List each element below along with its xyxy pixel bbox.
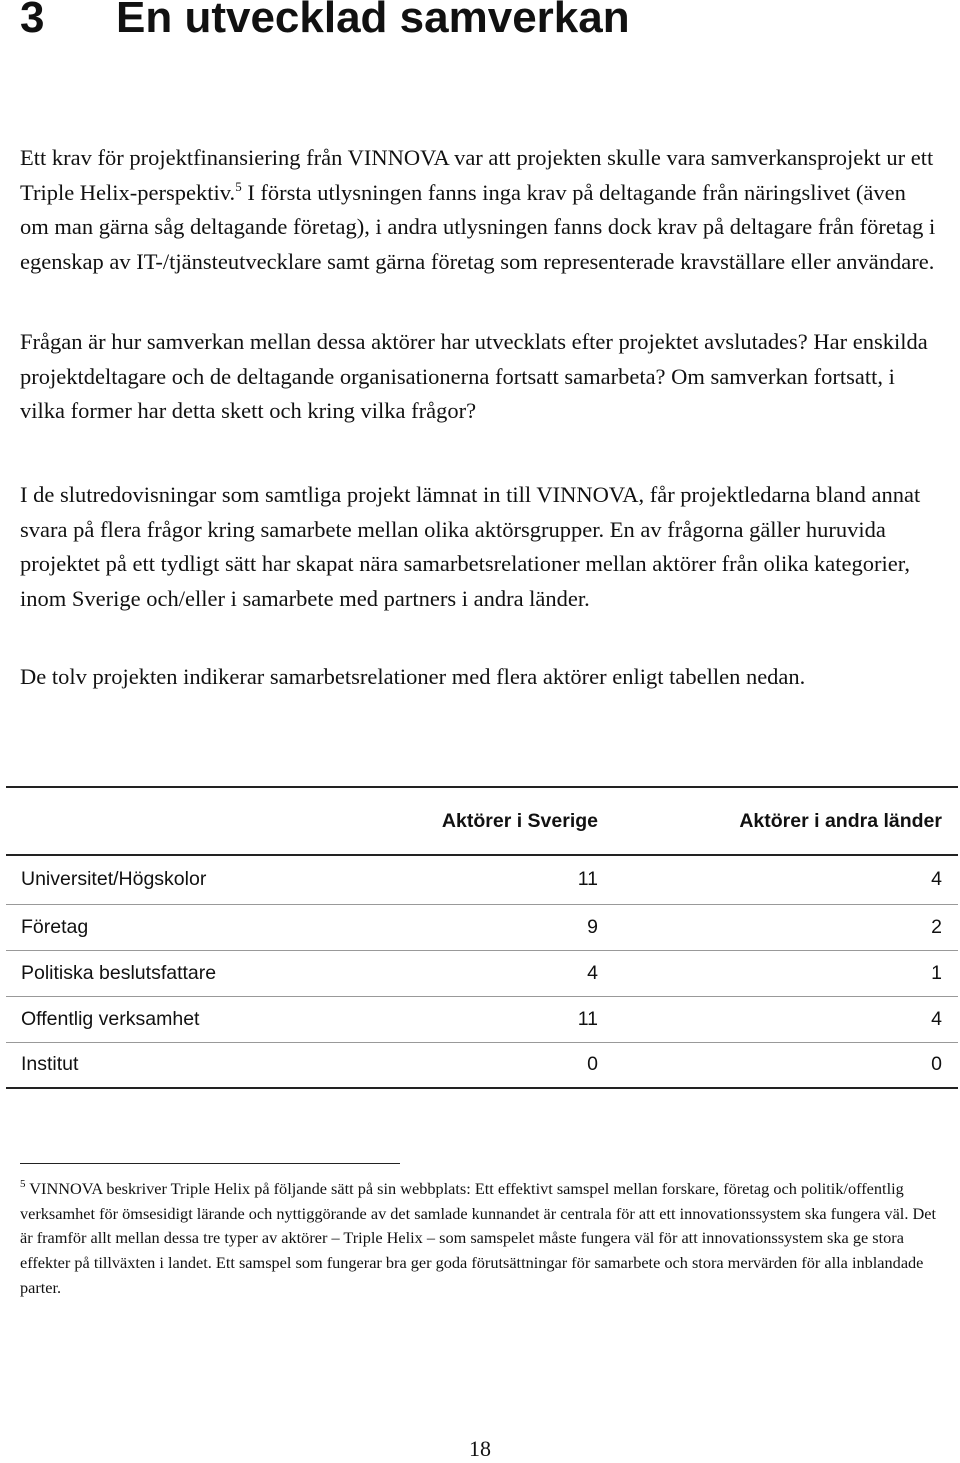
- section-number: 3: [20, 0, 45, 42]
- header-abroad: Aktörer i andra länder: [739, 809, 942, 832]
- table-header-row: [6, 787, 958, 855]
- row-label: Offentlig verksamhet: [21, 1007, 200, 1030]
- row-abroad-value: 4: [931, 1007, 942, 1030]
- row-sweden-value: 4: [587, 961, 598, 984]
- row-sweden-value: 9: [587, 915, 598, 938]
- row-sweden-value: 0: [587, 1053, 598, 1076]
- header-sweden: Aktörer i Sverige: [441, 809, 598, 832]
- table-row: [6, 855, 958, 904]
- paragraph-intro-end: I första utlysningen fanns inga krav på deltagande från näringslivet (även om man gärna såg deltagande företag), i andra utlysningen fanns dock krav på deltagare från företag i egenskap av IT-/tjänsteutvecklare samt gärna företag som representerade kravställare eller användare.: [20, 179, 936, 274]
- row-sweden-value: 11: [577, 1007, 598, 1030]
- footnote: [20, 1177, 950, 1301]
- row-label: Företag: [21, 915, 89, 938]
- header-empty-cell: [6, 787, 336, 855]
- footnote-divider: [20, 1163, 400, 1164]
- footnote-number: 5: [20, 1178, 26, 1190]
- table-row: [6, 950, 958, 996]
- paragraph-final-reports: I de slutredovisningar som samtliga projekt lämnat in till VINNOVA, får projektledarna bland annat svara på flera frågor kring samarbete mellan olika aktörsgrupper. En av frågorna gäller huruvida projektet på ett tydligt sätt har skapat nära samarbetsrelationer mellan aktörer från olika kategorier, inom Sverige och/eller i samarbete med partners i andra länder.: [20, 482, 921, 611]
- table-row: [6, 904, 958, 950]
- section-heading: [20, 0, 630, 48]
- row-abroad-value: 0: [931, 1053, 942, 1076]
- row-sweden-value: 11: [577, 868, 598, 891]
- row-abroad-value: 2: [931, 915, 942, 938]
- paragraph-table-intro: De tolv projekten indikerar samarbetsrelationer med flera aktörer enligt tabellen nedan.: [20, 664, 806, 689]
- row-abroad-value: 4: [931, 868, 942, 891]
- footnote-text: VINNOVA beskriver Triple Helix på följande sätt på sin webbplats: Ett effektivt samspel mellan forskare, företag och politik/offentlig verksamhet för ömsesidigt lärande och nyttiggörande av det samlade kunnandet är centrala för att ett innovationssystem ska fungera väl. Det är framför allt mellan dessa tre typer av aktörer – Triple Helix – som samspelet måste fungera väl för att innovationssystem ska ge stora effekter på tillväxten i landet. Ett samspel som fungerar bra ger goda förutsättningar för samarbete och stora mervärden för alla inblandade parter.: [20, 1179, 936, 1297]
- section-title: En utvecklad samverkan: [116, 0, 630, 42]
- row-abroad-value: 1: [931, 961, 942, 984]
- paragraph-intro: [20, 141, 940, 279]
- page-number: 18: [469, 1436, 491, 1461]
- row-label: Universitet/Högskolor: [21, 868, 207, 891]
- table-row: [6, 996, 958, 1042]
- paragraph-intro-start: Ett krav för projektfinansiering från VINNOVA var att projekten skulle vara samverkansprojekt ur ett Triple Helix-perspektiv.: [20, 145, 934, 205]
- paragraph-questions: Frågan är hur samverkan mellan dessa aktörer har utvecklats efter projektet avslutades? Har enskilda projektdeltagare och de deltagande organisationerna fortsatt samarbeta? Om samverkan fortsatt, i vilka former har detta skett och kring vilka frågor?: [20, 329, 928, 424]
- row-label: Politiska beslutsfattare: [21, 961, 217, 984]
- actors-table: [6, 786, 958, 1089]
- row-label: Institut: [21, 1053, 79, 1076]
- table-row: [6, 1042, 958, 1088]
- footnote-reference[interactable]: 5: [235, 178, 242, 194]
